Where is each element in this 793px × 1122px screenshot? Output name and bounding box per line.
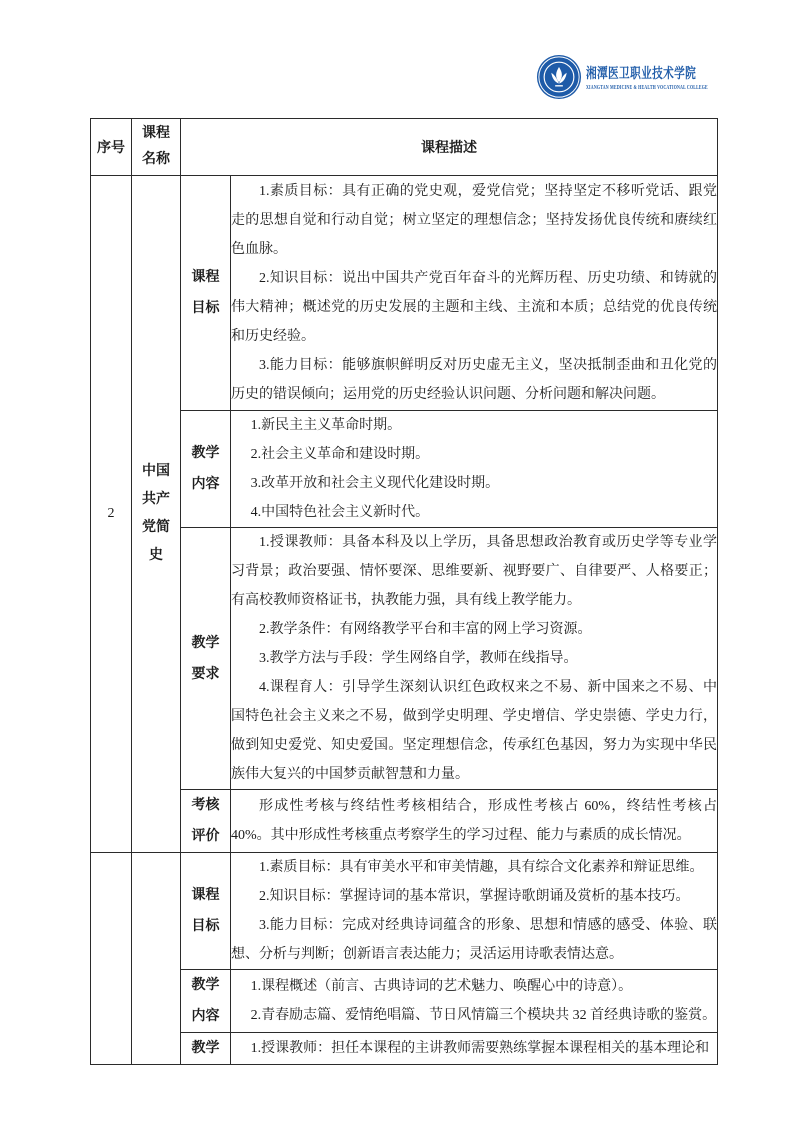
table-row [91, 411, 718, 528]
course1-name-cell [132, 176, 181, 853]
section-label: 考核评价 [191, 798, 220, 844]
header-course-name-label: 课程名称 [142, 126, 170, 167]
paragraph: 2.知识目标：说出中国共产党百年奋斗的光辉历程、历史功绩、和铸就的伟大精神；概述党的历史发展的主题和主线、主流和本质；总结党的优良传统和历史经验。 [231, 271, 717, 344]
course2-objectives-cell [231, 853, 718, 970]
table-row [91, 528, 718, 790]
college-logo [536, 54, 771, 100]
paragraph: 2.知识目标：掌握诗词的基本常识，掌握诗歌朗诵及赏析的基本技巧。 [259, 889, 690, 904]
college-emblem-icon [536, 54, 582, 100]
course1-content-cell [231, 411, 718, 528]
course1-section4-label-cell [181, 790, 231, 853]
paragraph: 3.能力目标：能够旗帜鲜明反对历史虚无主义，坚决抵制歪曲和丑化党的历史的错误倾向；运用党的历史经验认识问题、分析问题和解决问题。 [231, 358, 717, 402]
course2-section3-label-cell [181, 1033, 231, 1065]
table-row [91, 970, 718, 1033]
course2-number-cell [91, 853, 132, 1065]
section-label: 课程目标 [191, 270, 220, 316]
course2-section1-label-cell [181, 853, 231, 970]
course-description-table [90, 118, 718, 1065]
course1-number-cell [91, 176, 132, 853]
paragraph: 3.能力目标：完成对经典诗词蕴含的形象、思想和情感的感受、体验、联想、分析与判断；创新语言表达能力；灵活运用诗歌表情达意。 [231, 918, 717, 962]
course2-content-cell [231, 970, 718, 1033]
paragraph: 形成性考核与终结性考核相结合，形成性考核占 60%，终结性考核占 40%。其中形成性考核重点考察学生的学习过程、能力与素质的成长情况。 [231, 799, 717, 843]
paragraph: 4.中国特色社会主义新时代。 [250, 505, 430, 520]
paragraph: 2.青春励志篇、爱情绝唱篇、节日风情篇三个模块共 32 首经典诗歌的鉴赏。 [250, 1008, 717, 1023]
table-row [91, 853, 718, 970]
section-label: 课程目标 [191, 888, 220, 934]
college-name-en: XIANGTAN MEDICINE & HEALTH VOCATIONAL COLLEGE [586, 85, 708, 91]
section-label: 教学 [191, 1041, 220, 1056]
paragraph: 1.授课教师：担任本课程的主讲教师需要熟练掌握本课程相关的基本理论和 [250, 1041, 710, 1056]
course1-assessment-cell [231, 790, 718, 853]
header-course-desc-label: 课程描述 [421, 141, 477, 156]
course-number: 2 [107, 506, 115, 521]
header-course-name [132, 119, 181, 176]
section-label: 教学内容 [191, 446, 220, 492]
paragraph: 3.改革开放和社会主义现代化建设时期。 [250, 476, 500, 491]
header-course-desc [181, 119, 718, 176]
college-name-zh: 湘潭医卫职业技术学院 [586, 67, 697, 82]
paragraph: 2.社会主义革命和建设时期。 [250, 447, 430, 462]
table-row [91, 176, 718, 411]
paragraph: 1.授课教师：具备本科及以上学历，具备思想政治教育或历史学等专业学习背景；政治要强、情怀要深、思维要新、视野要广、自律要严、人格要正；有高校教师资格证书，执教能力强，具有线上教学能力。 [231, 535, 717, 608]
paragraph: 1.素质目标：具有正确的党史观，爱党信党；坚持坚定不移听党话、跟党走的思想自觉和行动自觉；树立坚定的理想信念；坚持发扬优良传统和赓续红色血脉。 [231, 184, 717, 257]
course2-name-cell [132, 853, 181, 1065]
header-no-label: 序号 [97, 141, 125, 156]
course2-requirements-cell [231, 1033, 718, 1065]
header-no [91, 119, 132, 176]
course1-section3-label-cell [181, 528, 231, 790]
paragraph: 3.教学方法与手段：学生网络自学，教师在线指导。 [259, 651, 578, 666]
course2-section2-label-cell [181, 970, 231, 1033]
paragraph: 4.课程育人：引导学生深刻认识红色政权来之不易、新中国来之不易、中国特色社会主义来之不易，做到学史明理、学史增信、学史崇德、学史力行，做到知史爱党、知史爱国。坚定理想信念，传承红色基因，努力为实现中华民族伟大复兴的中国梦贡献智慧和力量。 [231, 680, 717, 782]
course1-objectives-cell [231, 176, 718, 411]
course1-section1-label-cell [181, 176, 231, 411]
table-row [91, 790, 718, 853]
course1-requirements-cell [231, 528, 718, 790]
paragraph: 1.课程概述（前言、古典诗词的艺术魅力、唤醒心中的诗意）。 [250, 979, 633, 994]
paragraph: 1.素质目标：具有审美水平和审美情趣，具有综合文化素养和辩证思维。 [259, 860, 704, 875]
table-row [91, 1033, 718, 1065]
paragraph: 2.教学条件：有网络教学平台和丰富的网上学习资源。 [259, 622, 592, 637]
course1-section2-label-cell [181, 411, 231, 528]
section-label: 教学要求 [191, 635, 220, 682]
paragraph: 1.新民主主义革命时期。 [250, 418, 402, 433]
college-name-block [586, 63, 771, 91]
course-name: 中国共产党简史 [142, 464, 170, 563]
section-label: 教学内容 [191, 978, 220, 1024]
table-header-row [91, 119, 718, 176]
